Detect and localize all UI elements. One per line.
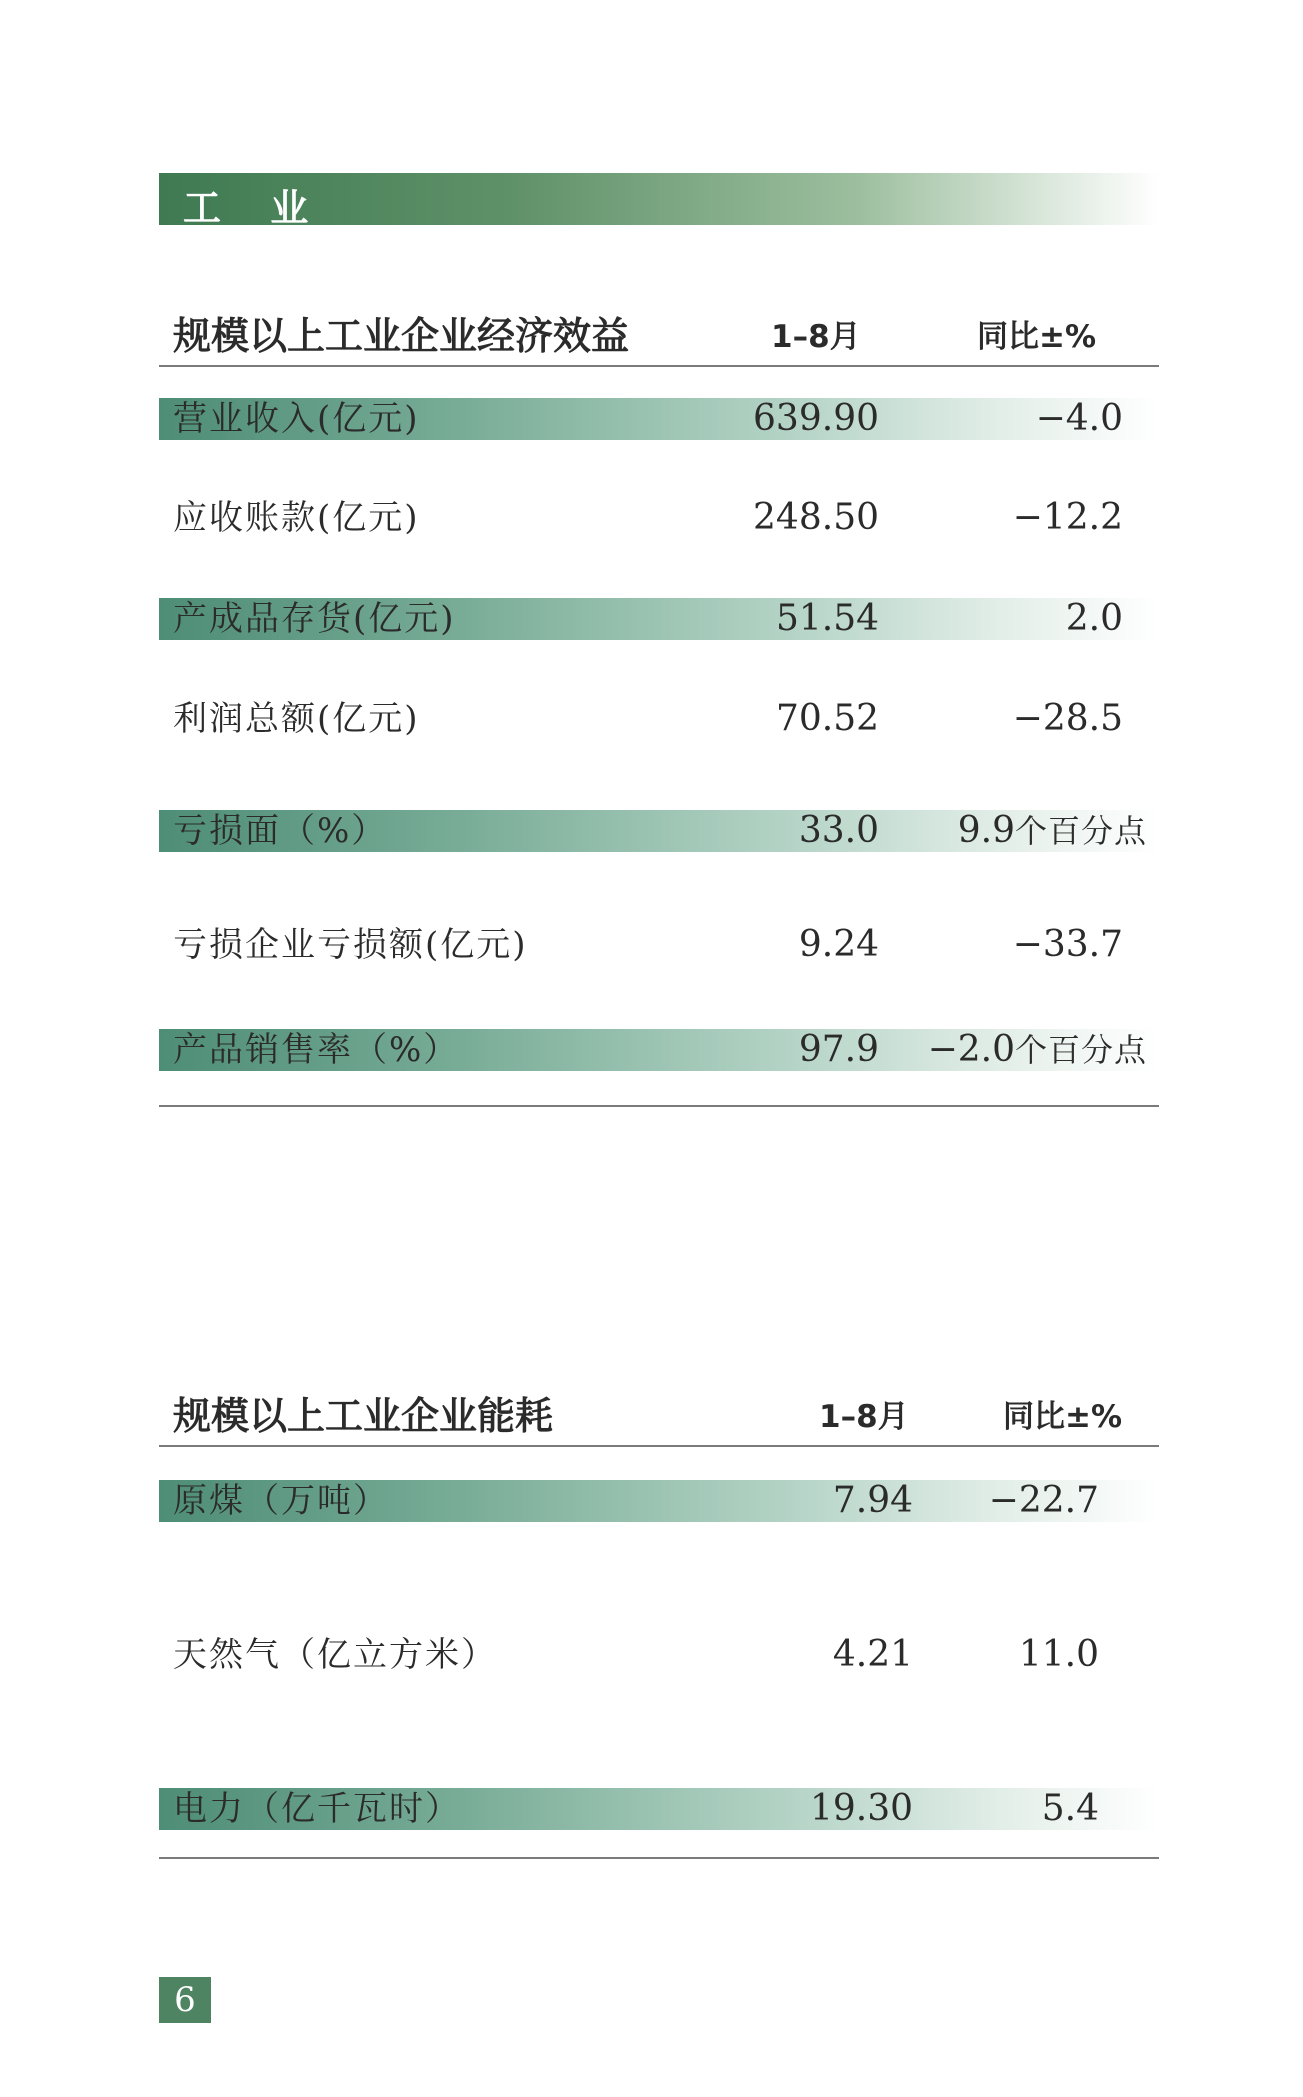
row-change: −33.7 — [1012, 924, 1123, 965]
table2-col-yoy: 同比±% — [1003, 1399, 1123, 1435]
row-label: 产品销售率（%） — [173, 1030, 460, 1070]
row-label: 亏损面（%） — [173, 811, 388, 851]
change-number: 9.9 — [957, 810, 1015, 851]
section-banner — [159, 173, 1159, 230]
row-label: 产成品存货(亿元) — [173, 599, 456, 639]
row-value: 248.50 — [753, 497, 879, 538]
row-change: −28.5 — [1012, 698, 1123, 739]
table1-col-yoy: 同比±% — [977, 319, 1097, 355]
row-label: 应收账款(亿元) — [173, 498, 420, 538]
table2-header — [159, 1385, 1159, 1447]
row-label: 利润总额(亿元) — [173, 699, 420, 739]
table1-col-period: 1–8月 — [771, 319, 861, 355]
change-number: −2.0 — [927, 1029, 1015, 1070]
table2-row-coal — [159, 1480, 1159, 1522]
table1-row-inventory — [159, 598, 1159, 640]
table2-row-electricity — [159, 1788, 1159, 1830]
table1-row-revenue — [159, 398, 1159, 440]
row-value: 19.30 — [809, 1788, 913, 1829]
row-change: −4.0 — [1035, 398, 1123, 439]
table2-bottom-rule — [159, 1857, 1159, 1859]
row-change — [958, 810, 1147, 852]
row-label: 营业收入(亿元) — [173, 399, 420, 439]
row-value: 33.0 — [798, 810, 879, 851]
row-value: 70.52 — [775, 698, 879, 739]
row-value: 639.90 — [753, 398, 879, 439]
change-unit: 个百分点 — [1014, 812, 1147, 850]
page-number: 6 — [159, 1977, 211, 2023]
section-title: 工 业 — [183, 186, 327, 230]
row-value: 97.9 — [798, 1029, 879, 1070]
row-label: 电力（亿千瓦时） — [173, 1789, 461, 1829]
row-change: −12.2 — [1012, 497, 1123, 538]
row-value: 4.21 — [832, 1634, 913, 1675]
row-value: 51.54 — [775, 598, 879, 639]
table1-title: 规模以上工业企业经济效益 — [173, 314, 630, 358]
row-label: 天然气（亿立方米） — [173, 1635, 497, 1675]
row-label: 原煤（万吨） — [173, 1481, 389, 1521]
row-change — [928, 1029, 1147, 1071]
change-unit: 个百分点 — [1014, 1031, 1147, 1069]
table1-row-profit — [159, 698, 1159, 740]
table1-header — [159, 305, 1159, 367]
table1-row-loss-amount — [159, 924, 1159, 966]
row-value: 7.94 — [832, 1480, 913, 1521]
row-value: 9.24 — [798, 924, 879, 965]
table1-bottom-rule — [159, 1105, 1159, 1107]
row-change: −22.7 — [988, 1480, 1099, 1521]
row-label: 亏损企业亏损额(亿元) — [173, 925, 528, 965]
table1-row-sales-rate — [159, 1029, 1159, 1071]
row-change: 2.0 — [1065, 598, 1123, 639]
table1-row-receivables — [159, 497, 1159, 539]
table2-title: 规模以上工业企业能耗 — [173, 1394, 554, 1438]
row-change: 5.4 — [1041, 1788, 1099, 1829]
row-change: 11.0 — [1018, 1634, 1099, 1675]
table2-col-period: 1–8月 — [819, 1399, 909, 1435]
table2-row-gas — [159, 1634, 1159, 1676]
table1-row-loss-ratio — [159, 810, 1159, 852]
